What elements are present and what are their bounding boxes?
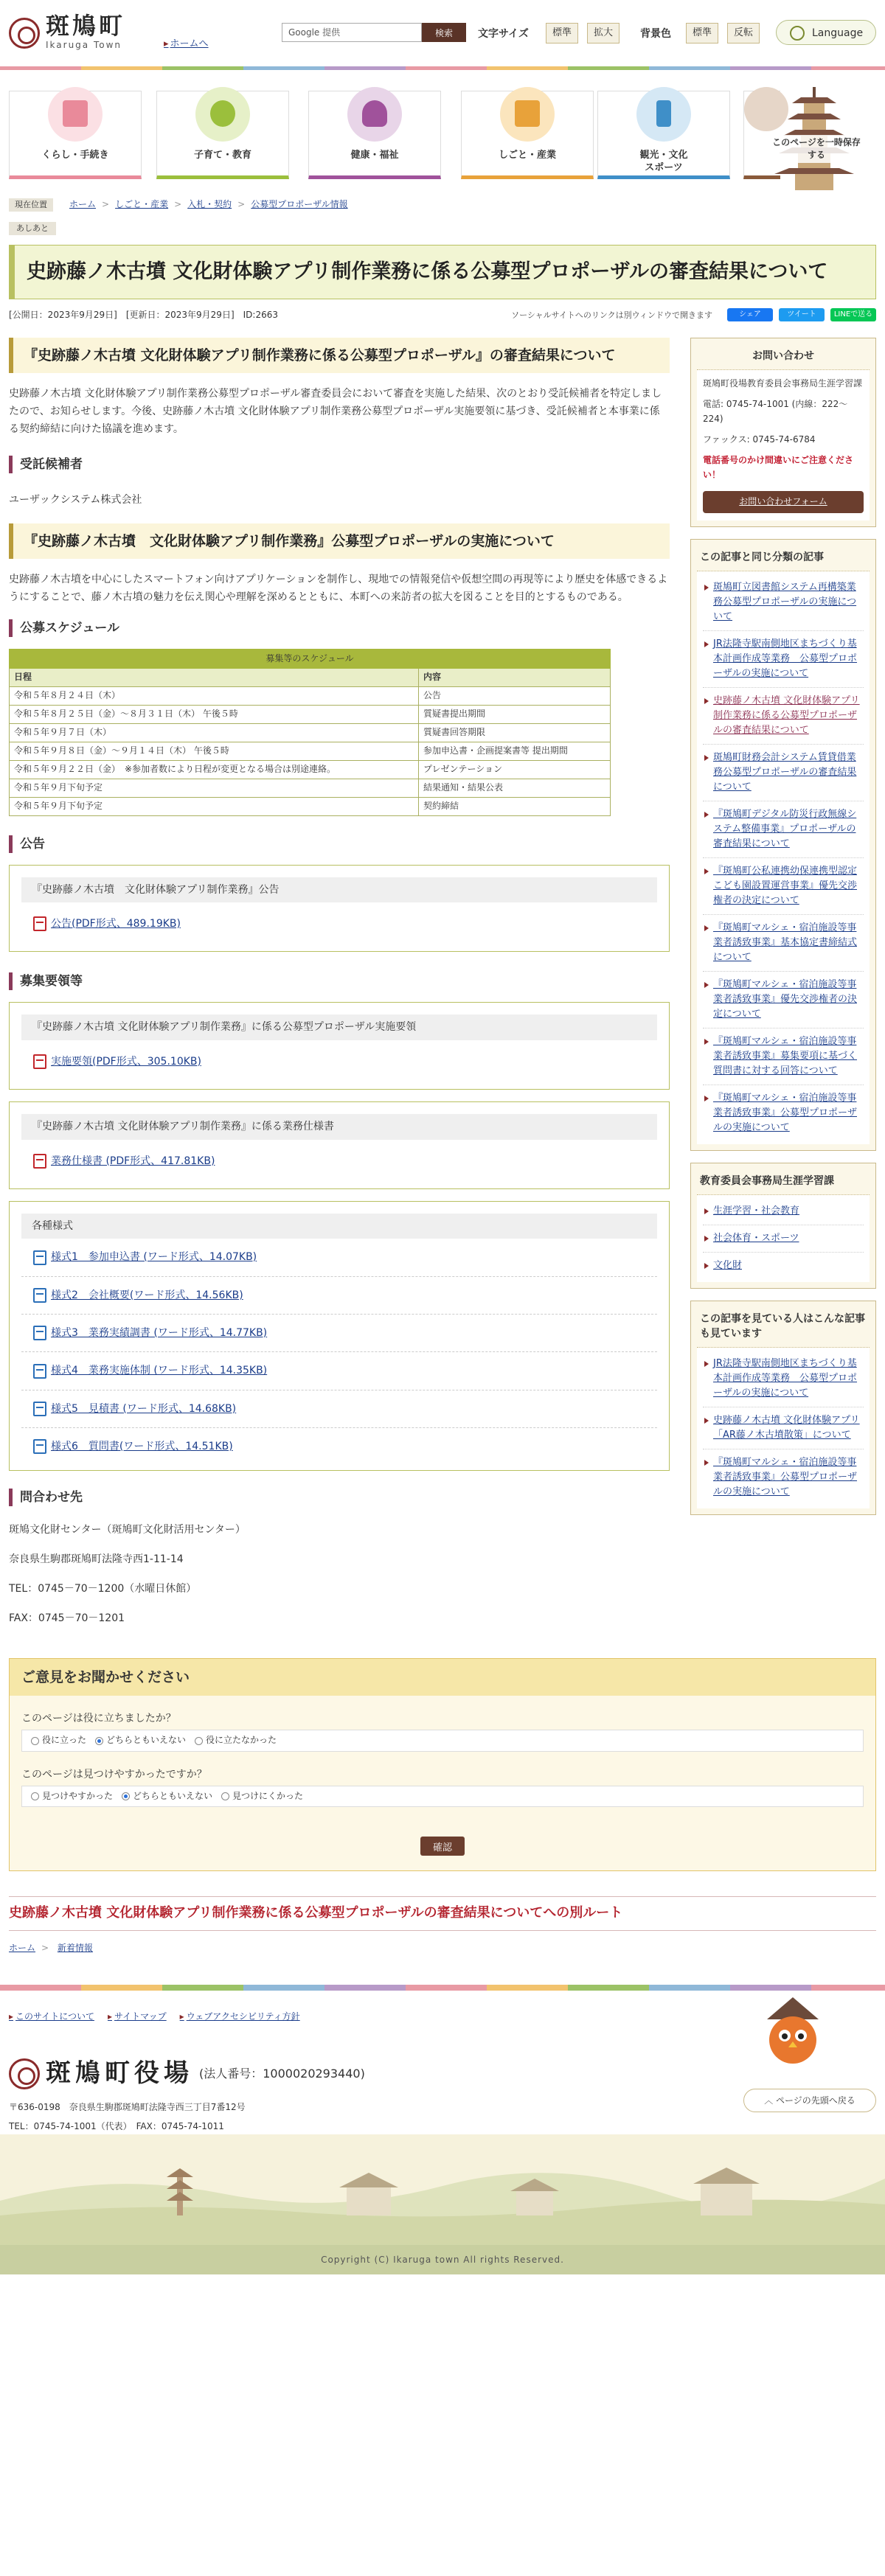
globe-icon bbox=[790, 26, 805, 41]
contact-heading: 問合わせ先 bbox=[9, 1489, 670, 1506]
nav-label: くらし・手続き bbox=[41, 150, 109, 161]
list-item bbox=[21, 1315, 657, 1352]
pagoda-illustration bbox=[754, 74, 879, 192]
related-article-link[interactable]: 斑鳩町立図書館システム再構築業務公募型プロポーザルの実施について bbox=[713, 581, 857, 622]
feedback-question: このページは見つけやすかったですか？ bbox=[21, 1768, 207, 1780]
table-row bbox=[10, 742, 611, 760]
table-row bbox=[10, 705, 611, 723]
footer-links bbox=[9, 2010, 876, 2024]
dept-box bbox=[690, 1163, 876, 1289]
document-icon bbox=[48, 87, 103, 142]
section-body: 史跡藤ノ木古墳を中心にしたスマートフォン向けアプリケーションを制作し、現地での情報発信や仮想空間の再現等により歴史を体感できるようにすることで、藤ノ木古墳の魅力を伝え関心や理解を深めるとともに、本町への来訪者の拡大を図ることを目的とするものである。 bbox=[9, 574, 668, 604]
back-to-top-label: ページの先頭へ戻る bbox=[776, 2095, 856, 2106]
bg-invert-button[interactable]: 反転 bbox=[727, 23, 760, 43]
forms-panel bbox=[9, 1201, 670, 1471]
radio-option[interactable] bbox=[195, 1733, 277, 1747]
also-viewed-title: この記事を見ている人はこんな記事も見ています bbox=[697, 1307, 870, 1348]
search-input[interactable]: Google 提供 bbox=[282, 23, 422, 42]
table-cell: 令和５年９月８日（金）～９月１４日（木） 午後５時 bbox=[10, 742, 419, 760]
also-viewed-box bbox=[690, 1301, 876, 1515]
page-title: 史跡藤ノ木古墳 文化財体験アプリ制作業務に係る公募型プロポーザルの審査結果について bbox=[9, 245, 876, 299]
list-item bbox=[703, 745, 864, 801]
contact-fax: FAX：0745－70－1201 bbox=[9, 1612, 125, 1624]
about-site-link[interactable]: ▸ このサイトについて bbox=[9, 2010, 94, 2024]
inquiry-form-button[interactable]: お問い合わせフォーム bbox=[703, 491, 864, 512]
updated-date: [更新日：2023年9月29日] bbox=[125, 309, 235, 320]
pdf-icon bbox=[33, 916, 46, 931]
accessibility-link[interactable]: ▸ ウェブアクセシビリティ方針 bbox=[180, 2010, 300, 2024]
spec-panel bbox=[9, 1101, 670, 1189]
radio-button[interactable] bbox=[221, 1792, 229, 1800]
route-news-link[interactable]: 新着情報 bbox=[57, 1943, 93, 1953]
panel-title: 各種様式 bbox=[21, 1214, 657, 1239]
site-header bbox=[0, 0, 885, 66]
section-heading: 『史跡藤ノ木古墳 文化財体験アプリ制作業務に係る公募型プロポーザル』の審査結果について bbox=[9, 338, 670, 373]
nav-label: 健康・福祉 bbox=[350, 150, 399, 161]
inquiry-tel: 電話: 0745-74-1001 (内線：222～224) bbox=[703, 399, 848, 425]
related-article-link[interactable]: 『斑鳩町マルシェ・宿泊施設等事業者誘致事業』募集要項に基づく質問書に対する回答について bbox=[713, 1035, 858, 1076]
radio-button[interactable] bbox=[195, 1737, 203, 1745]
list-item bbox=[703, 1351, 864, 1407]
nav-label: 観光・文化 bbox=[639, 150, 688, 161]
dept-link[interactable]: 社会体育・スポーツ bbox=[713, 1232, 799, 1244]
tel-line: TEL：0745-74-1001（代表） FAX：0745-74-1011 bbox=[9, 2121, 224, 2132]
list-item bbox=[703, 801, 864, 858]
list-item bbox=[21, 1428, 657, 1465]
feedback-title: ご意見をお聞かせください bbox=[10, 1659, 875, 1696]
table-caption: 募集等のスケジュール bbox=[10, 650, 611, 669]
pdf-download-link[interactable]: 実施要領(PDF形式、305.10KB) bbox=[51, 1055, 201, 1068]
breadcrumb-proposal[interactable]: 公募型プロポーザル情報 bbox=[251, 199, 348, 210]
word-icon bbox=[33, 1364, 46, 1379]
radio-option[interactable] bbox=[221, 1789, 303, 1803]
radio-option[interactable] bbox=[122, 1789, 212, 1803]
inquiry-org: 斑鳩町役場教育委員会事務局生涯学習課 bbox=[703, 378, 863, 389]
chevron-up-icon: ︿ bbox=[764, 2095, 777, 2106]
radio-option[interactable] bbox=[31, 1733, 86, 1747]
list-item bbox=[21, 1352, 657, 1390]
inquiry-title: お問い合わせ bbox=[697, 344, 870, 370]
town-emblem-icon bbox=[9, 18, 40, 49]
pdf-download-link[interactable]: 公告(PDF形式、489.19KB) bbox=[51, 917, 181, 930]
breadcrumb-work[interactable]: しごと・産業 bbox=[115, 199, 169, 210]
logo-title: 斑鳩町 bbox=[46, 12, 126, 40]
nav-living[interactable] bbox=[9, 91, 142, 179]
corporate-number: (法人番号：1000020293440) bbox=[199, 2066, 365, 2081]
panel-title: 『史跡藤ノ木古墳 文化財体験アプリ制作業務』公告 bbox=[21, 877, 657, 902]
list-item bbox=[21, 1239, 657, 1276]
radio-button[interactable] bbox=[95, 1737, 103, 1745]
list-item bbox=[21, 1277, 657, 1315]
related-article-link[interactable]: JR法隆寺駅南側地区まちづくり基本計画作成等業務 公募型プロポーザルの実施について bbox=[713, 638, 858, 679]
contact-org: 斑鳩文化財センター（斑鳩町文化財活用センター） bbox=[9, 1523, 246, 1536]
bg-color-label: 背景色 bbox=[640, 28, 671, 40]
footprints-label: あしあと bbox=[9, 222, 56, 235]
radio-label: 見つけやすかった bbox=[42, 1791, 114, 1802]
list-item bbox=[703, 631, 864, 688]
save-page-button[interactable]: このページを一時保存する bbox=[770, 135, 863, 163]
table-cell: 質疑書回答期限 bbox=[419, 723, 611, 742]
nav-label: 子育て・教育 bbox=[193, 150, 251, 161]
language-button[interactable] bbox=[776, 20, 876, 45]
table-row bbox=[10, 686, 611, 705]
breadcrumb-home[interactable]: ホーム bbox=[69, 199, 97, 210]
notice-heading: 公告 bbox=[9, 835, 670, 853]
radio-option[interactable] bbox=[95, 1733, 186, 1747]
related-article-link[interactable]: 史跡藤ノ木古墳 文化財体験アプリ制作業務に係る公募型プロポーザルの審査結果について bbox=[713, 695, 860, 736]
also-viewed-link[interactable]: JR法隆寺駅南側地区まちづくり基本計画作成等業務 公募型プロポーザルの実施について bbox=[713, 1357, 858, 1399]
mascot-icon bbox=[752, 1994, 833, 2075]
radio-button[interactable] bbox=[122, 1792, 130, 1800]
nav-label: スポーツ bbox=[645, 162, 683, 173]
address-line: 〒636-0198 奈良県生駒郡斑鳩町法隆寺西三丁目7番12号 bbox=[9, 2102, 246, 2113]
feedback-question: このページは役に立ちましたか？ bbox=[21, 1713, 176, 1725]
global-nav bbox=[0, 70, 885, 195]
table-cell: 質疑書提出期間 bbox=[419, 705, 611, 723]
font-large-button[interactable]: 拡大 bbox=[587, 23, 620, 43]
breadcrumb-bid[interactable]: 入札・契約 bbox=[187, 199, 232, 210]
site-footer bbox=[0, 2024, 885, 2245]
word-icon bbox=[33, 1288, 46, 1303]
feedback-options bbox=[21, 1786, 864, 1807]
list-item bbox=[703, 574, 864, 631]
related-article-link[interactable]: 『斑鳩町マルシェ・宿泊施設等事業者誘致事業』基本協定書締結式について bbox=[713, 922, 858, 963]
candidate-name: ユーザックシステム株式会社 bbox=[9, 494, 142, 507]
breadcrumb-label: 現在位置 bbox=[9, 198, 53, 212]
table-row bbox=[10, 797, 611, 815]
table-cell: 令和５年８月２５日（金）～８月３１日（木） 午後５時 bbox=[10, 705, 419, 723]
list-item bbox=[703, 972, 864, 1028]
back-to-top-button[interactable] bbox=[743, 2089, 876, 2112]
font-size-label: 文字サイズ bbox=[478, 28, 529, 40]
word-download-link[interactable]: 様式1 参加申込書 (ワード形式、14.07KB) bbox=[51, 1251, 257, 1264]
footer-logo bbox=[9, 2053, 365, 2093]
radio-option[interactable] bbox=[31, 1789, 113, 1803]
list-item bbox=[21, 1390, 657, 1428]
table-row bbox=[10, 723, 611, 742]
published-date: [公開日：2023年9月29日] bbox=[9, 309, 117, 320]
townscape-illustration bbox=[0, 2134, 885, 2245]
radio-button[interactable] bbox=[31, 1737, 39, 1745]
list-item bbox=[703, 1225, 864, 1253]
related-article-link[interactable]: 『斑鳩町マルシェ・宿泊施設等事業者誘致事業』優先交渉権者の決定について bbox=[713, 978, 858, 1020]
inquiry-warning: 電話番号のかけ間違いにご注意ください！ bbox=[703, 455, 854, 481]
table-cell: プレゼンテーション bbox=[419, 760, 611, 779]
confirm-button[interactable]: 確認 bbox=[420, 1837, 465, 1856]
section-body: 史跡藤ノ木古墳 文化財体験アプリ制作業務公募型プロポーザル審査委員会において審査を実施した結果、次のとおり受託候補者を特定しましたので、お知らせします。今後、史跡藤ノ木古墳 文化財体験アプリ制作業務公募型プロポーザル実施要領に基づき、受託候補者と本事業に係る契約締結に向けた協議を進めます。 bbox=[9, 388, 662, 436]
related-article-link[interactable]: 『斑鳩町マルシェ・宿泊施設等事業者誘致事業』公募型プロポーザルの実施について bbox=[713, 1092, 858, 1133]
child-icon bbox=[195, 87, 250, 142]
radio-label: 役に立った bbox=[42, 1735, 87, 1746]
alt-route-breadcrumb: ホーム > 新着情報 bbox=[9, 1943, 93, 1953]
main-content bbox=[9, 338, 670, 1628]
contact-address: 奈良県生駒郡斑鳩町法隆寺西1-11-14 bbox=[9, 1553, 184, 1565]
nav-childcare[interactable] bbox=[156, 91, 289, 179]
schedule-table bbox=[9, 649, 611, 815]
candidate-heading: 受託候補者 bbox=[9, 456, 670, 473]
notice-panel bbox=[9, 865, 670, 953]
word-icon bbox=[33, 1250, 46, 1265]
dept-title: 教育委員会事務局生涯学習課 bbox=[697, 1169, 870, 1195]
line-share-button[interactable]: LINEで送る bbox=[830, 308, 876, 321]
same-category-title: この記事と同じ分類の記事 bbox=[697, 546, 870, 571]
twitter-share-button[interactable]: ツイート bbox=[779, 308, 825, 321]
dept-link[interactable]: 生涯学習・社会教育 bbox=[713, 1205, 800, 1216]
table-header: 日程 bbox=[10, 669, 419, 686]
font-normal-button[interactable]: 標準 bbox=[546, 23, 578, 43]
list-item bbox=[703, 1407, 864, 1449]
feedback-options bbox=[21, 1730, 864, 1751]
section-heading: 『史跡藤ノ木古墳 文化財体験アプリ制作業務』公募型プロポーザルの実施について bbox=[9, 523, 670, 559]
search-button[interactable]: 検索 bbox=[422, 23, 466, 42]
social-note: ソーシャルサイトへのリンクは別ウィンドウで開きます bbox=[511, 310, 712, 320]
language-label: Language bbox=[812, 27, 864, 39]
route-home-link[interactable]: ホーム bbox=[9, 1943, 36, 1953]
also-viewed-link[interactable]: 史跡藤ノ木古墳 文化財体験アプリ「AR藤ノ木古墳散策」について bbox=[713, 1414, 860, 1441]
table-row bbox=[10, 760, 611, 779]
page-id: ID:2663 bbox=[243, 309, 278, 320]
radio-label: 見つけにくかった bbox=[232, 1791, 304, 1802]
radio-button[interactable] bbox=[31, 1792, 39, 1800]
facebook-share-button[interactable]: シェア bbox=[727, 308, 773, 321]
table-cell: 参加申込書・企画提案書等 提出期間 bbox=[419, 742, 611, 760]
table-cell: 公告 bbox=[419, 686, 611, 705]
table-cell: 令和５年８月２４日（木） bbox=[10, 686, 419, 705]
pagoda-icon bbox=[636, 87, 691, 142]
panel-title: 『史跡藤ノ木古墳 文化財体験アプリ制作業務』に係る公募型プロポーザル実施要領 bbox=[21, 1014, 657, 1040]
nav-label: しごと・産業 bbox=[498, 150, 556, 161]
site-search bbox=[282, 23, 466, 42]
briefcase-icon bbox=[500, 87, 555, 142]
pdf-icon bbox=[33, 1054, 46, 1069]
dept-link[interactable]: 文化財 bbox=[713, 1259, 743, 1271]
table-cell: 結果通知・結果公表 bbox=[419, 779, 611, 797]
list-item bbox=[703, 1198, 864, 1225]
table-cell: 契約締結 bbox=[419, 797, 611, 815]
word-download-link[interactable]: 様式3 業務実績調書 (ワード形式、14.77KB) bbox=[51, 1327, 268, 1340]
radio-label: どちらともいえない bbox=[106, 1735, 187, 1746]
copyright: Copyright (C) Ikaruga town All rights Reserved. bbox=[0, 2245, 885, 2274]
list-item bbox=[703, 915, 864, 972]
radio-label: 役に立たなかった bbox=[206, 1735, 277, 1746]
table-cell: 令和５年９月下旬予定 bbox=[10, 779, 419, 797]
list-item bbox=[703, 1028, 864, 1085]
sidebar bbox=[690, 338, 876, 1628]
color-stripe bbox=[0, 1985, 885, 1991]
list-item bbox=[703, 858, 864, 915]
also-viewed-link[interactable]: 『斑鳩町マルシェ・宿泊施設等事業者誘致事業』公募型プロポーザルの実施について bbox=[713, 1456, 858, 1497]
inquiry-box bbox=[690, 338, 876, 526]
radio-label: どちらともいえない bbox=[133, 1791, 213, 1802]
feedback-form bbox=[9, 1658, 876, 1872]
table-row bbox=[10, 779, 611, 797]
site-logo[interactable] bbox=[9, 13, 125, 52]
guidelines-heading: 募集要領等 bbox=[9, 972, 670, 990]
list-item bbox=[703, 688, 864, 745]
table-cell: 令和５年９月２２日（金） ※参加者数により日程が変更となる場合は別途連絡。 bbox=[10, 760, 419, 779]
guidelines-panel bbox=[9, 1002, 670, 1090]
nav-work[interactable] bbox=[461, 91, 594, 179]
word-download-link[interactable]: 様式2 会社概要(ワード形式、14.56KB) bbox=[51, 1289, 243, 1301]
table-cell: 令和５年９月７日（木） bbox=[10, 723, 419, 742]
related-article-link[interactable]: 斑鳩町財務会計システム賃貸借業務公募型プロポーザルの審査結果について bbox=[713, 751, 857, 793]
schedule-heading: 公募スケジュール bbox=[9, 619, 670, 637]
related-article-link[interactable]: 『斑鳩町公私連携幼保連携型認定こども園設置運営事業』優先交渉権者の決定について bbox=[713, 865, 858, 906]
sitemap-link[interactable]: ▸ サイトマップ bbox=[108, 2010, 167, 2024]
word-download-link[interactable]: 様式6 質問書(ワード形式、14.51KB) bbox=[51, 1441, 233, 1453]
breadcrumb: 現在位置 ホーム > しごと・産業 > 入札・契約 > 公募型プロポーザル情報 bbox=[0, 195, 885, 215]
table-cell: 令和５年９月下旬予定 bbox=[10, 797, 419, 815]
same-category-box bbox=[690, 539, 876, 1151]
word-download-link[interactable]: 様式5 見積書 (ワード形式、14.68KB) bbox=[51, 1402, 237, 1415]
table-header: 内容 bbox=[419, 669, 611, 686]
inquiry-fax: ファックス: 0745-74-6784 bbox=[703, 434, 816, 445]
list-item bbox=[703, 1253, 864, 1279]
nav-tourism[interactable] bbox=[597, 91, 730, 179]
list-item bbox=[703, 1085, 864, 1141]
town-emblem-icon bbox=[9, 2058, 40, 2089]
alt-route-title: 史跡藤ノ木古墳 文化財体験アプリ制作業務に係る公募型プロポーザルの審査結果についてへの別ルート bbox=[9, 1896, 876, 1931]
pdf-download-link[interactable]: 業務仕様書 (PDF形式、417.81KB) bbox=[51, 1155, 215, 1167]
list-item bbox=[703, 1449, 864, 1505]
word-icon bbox=[33, 1402, 46, 1416]
bg-normal-button[interactable]: 標準 bbox=[686, 23, 718, 43]
contact-tel: TEL：0745－70－1200（水曜日休館） bbox=[9, 1582, 197, 1595]
word-icon bbox=[33, 1439, 46, 1454]
pdf-icon bbox=[33, 1154, 46, 1169]
logo-subtitle: Ikaruga Town bbox=[46, 40, 122, 50]
related-article-link[interactable]: 『斑鳩町デジタル防災行政無線システム整備事業』プロポーザルの審査結果について bbox=[713, 808, 857, 849]
word-download-link[interactable]: 様式4 業務実施体制 (ワード形式、14.35KB) bbox=[51, 1365, 268, 1377]
page-meta bbox=[9, 307, 876, 323]
home-link[interactable]: ▸ ホームへ bbox=[164, 37, 209, 52]
heart-icon bbox=[347, 87, 402, 142]
panel-title: 『史跡藤ノ木古墳 文化財体験アプリ制作業務』に係る業務仕様書 bbox=[21, 1114, 657, 1139]
nav-health[interactable] bbox=[308, 91, 441, 179]
word-icon bbox=[33, 1326, 46, 1340]
footer-name: 斑鳩町役場 bbox=[46, 2058, 193, 2089]
